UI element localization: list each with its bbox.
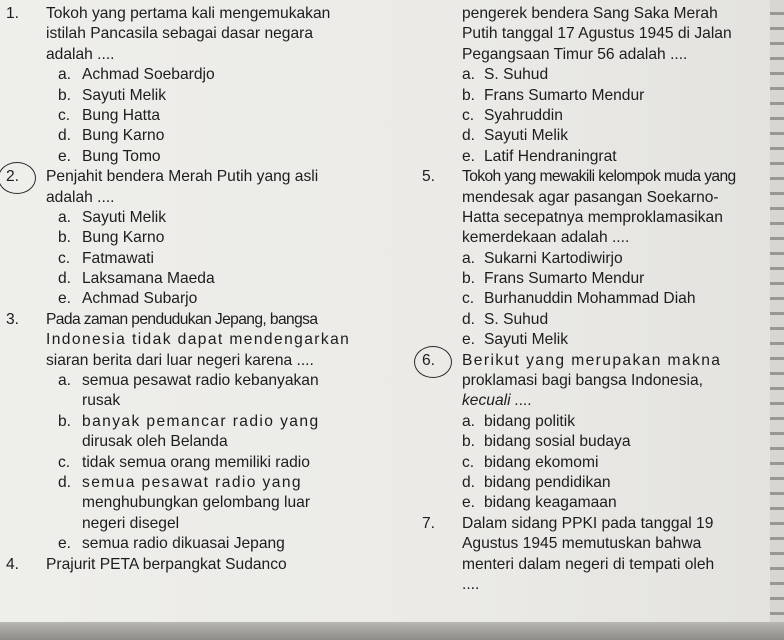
right-line <box>422 147 778 167</box>
right-line <box>422 453 778 473</box>
left-line <box>6 86 384 106</box>
option-letter: e. <box>462 147 476 165</box>
left-line <box>6 188 384 208</box>
question-text: Tokoh yang mewakili kelompok muda yang <box>462 168 736 186</box>
option-letter: d. <box>58 270 72 288</box>
option-text: Laksamana Maeda <box>82 270 215 288</box>
right-line <box>422 45 778 65</box>
left-line <box>6 208 384 228</box>
question-text: menteri dalam negeri di tempati oleh <box>462 555 715 573</box>
question-text: Pegangsaan Timur 56 adalah .... <box>462 45 688 63</box>
left-line <box>6 412 384 432</box>
left-line <box>6 493 384 513</box>
question-text: adalah .... <box>46 45 115 63</box>
question-number: 1. <box>6 5 20 22</box>
option-text-continued: negeri disegel <box>82 514 180 532</box>
option-text: bidang ekomomi <box>484 453 599 471</box>
question-number: 6. <box>422 351 436 369</box>
right-line <box>422 330 778 350</box>
option-text: S. Suhud <box>484 66 549 84</box>
option-letter: a. <box>462 249 476 267</box>
option-letter: a. <box>58 208 72 226</box>
question-text: Hatta secepatnya memproklamasikan <box>462 208 723 226</box>
option-letter: b. <box>462 433 476 451</box>
left-line <box>6 45 384 65</box>
option-text: semua radio dikuasai Jepang <box>82 535 285 553</box>
option-text: Achmad Subarjo <box>82 290 198 308</box>
right-line <box>422 371 778 391</box>
question-text: Agustus 1945 memutuskan bahwa <box>462 535 702 553</box>
option-letter: a. <box>462 412 476 430</box>
right-line <box>422 106 778 126</box>
option-text: S. Suhud <box>484 310 549 328</box>
option-text: bidang sosial budaya <box>484 433 631 451</box>
right-line <box>422 126 778 146</box>
page-bottom-edge <box>0 622 784 640</box>
right-line <box>422 4 778 24</box>
option-letter: c. <box>58 453 71 471</box>
option-text: Syahruddin <box>484 106 563 124</box>
question-number: 4. <box>6 555 20 573</box>
right-line <box>422 167 778 187</box>
question-text: proklamasi bagi bangsa Indonesia, <box>462 372 703 390</box>
question-text: Berikut yang merupakan makna <box>462 351 722 369</box>
option-text: Bung Karno <box>82 127 165 145</box>
left-line <box>6 534 384 554</box>
option-letter: b. <box>462 270 476 288</box>
option-letter: c. <box>58 249 71 267</box>
option-text-continued: rusak <box>82 392 121 410</box>
left-line <box>6 106 384 126</box>
option-text: Frans Sumarto Mendur <box>484 86 645 104</box>
right-line <box>422 555 778 575</box>
question-text: Dalam sidang PPKI pada tanggal 19 <box>462 514 714 532</box>
right-line <box>422 188 778 208</box>
left-line <box>6 126 384 146</box>
option-text: Burhanuddin Mohammad Diah <box>484 290 696 308</box>
left-line <box>6 167 384 187</box>
question-text: .... <box>462 575 480 593</box>
right-line <box>422 65 778 85</box>
option-text: semua pesawat radio kebanyakan <box>82 372 319 390</box>
right-line <box>422 514 778 534</box>
left-line <box>6 473 384 493</box>
right-line <box>422 86 778 106</box>
option-letter: c. <box>462 290 475 308</box>
option-text: banyak pemancar radio yang <box>82 412 320 430</box>
left-line <box>6 4 384 24</box>
option-letter: c. <box>58 106 71 124</box>
option-letter: d. <box>58 473 72 491</box>
right-line <box>422 24 778 44</box>
question-text: pengerek bendera Sang Saka Merah <box>462 5 718 22</box>
question-text: istilah Pancasila sebagai dasar negara <box>46 25 313 43</box>
option-text: Sayuti Melik <box>82 86 167 104</box>
option-letter: b. <box>58 86 72 104</box>
left-line <box>6 147 384 167</box>
question-number: 7. <box>422 514 436 532</box>
option-letter: d. <box>462 127 476 145</box>
left-line <box>6 330 384 350</box>
option-letter: b. <box>462 86 476 104</box>
right-line <box>422 289 778 309</box>
option-text: bidang politik <box>484 412 576 430</box>
option-letter: a. <box>58 66 72 84</box>
right-column <box>422 4 778 595</box>
option-text: Frans Sumarto Mendur <box>484 270 645 288</box>
option-letter: b. <box>58 412 72 430</box>
binding-edge <box>770 0 784 622</box>
left-line <box>6 24 384 44</box>
option-letter: d. <box>58 127 72 145</box>
option-letter: e. <box>462 331 476 349</box>
option-text: Achmad Soebardjo <box>82 66 215 84</box>
option-text: Bung Karno <box>82 229 165 247</box>
left-line <box>6 555 384 575</box>
question-text: siaran berita dari luar negeri karena .... <box>46 351 314 369</box>
right-line <box>422 412 778 432</box>
question-text: Tokoh yang pertama kali mengemukakan <box>46 5 331 22</box>
option-letter: d. <box>462 473 476 491</box>
left-line <box>6 249 384 269</box>
left-line <box>6 310 384 330</box>
option-letter: a. <box>462 66 476 84</box>
right-line <box>422 534 778 554</box>
option-letter: e. <box>58 147 72 165</box>
option-text: tidak semua orang memiliki radio <box>82 453 310 471</box>
option-text-continued: menghubungkan gelombang luar <box>82 494 311 512</box>
option-text: bidang pendidikan <box>484 473 611 491</box>
right-line <box>422 391 778 411</box>
question-text: adalah .... <box>46 188 115 206</box>
left-line <box>6 65 384 85</box>
right-line <box>422 351 778 371</box>
option-letter: e. <box>58 290 72 308</box>
question-text: Pada zaman pendudukan Jepang, bangsa <box>46 310 318 328</box>
right-line <box>422 228 778 248</box>
option-text: Bung Tomo <box>82 147 161 165</box>
question-text: kemerdekaan adalah .... <box>462 229 630 247</box>
left-line <box>6 391 384 411</box>
right-line <box>422 575 778 595</box>
option-text: Sayuti Melik <box>484 127 569 145</box>
option-letter: e. <box>58 535 72 553</box>
option-text: Sayuti Melik <box>484 331 569 349</box>
left-column <box>6 4 384 575</box>
option-letter: a. <box>58 372 72 390</box>
left-line <box>6 453 384 473</box>
left-line <box>6 432 384 452</box>
question-number: 3. <box>6 310 20 328</box>
left-line <box>6 228 384 248</box>
question-text: mendesak agar pasangan Soekarno- <box>462 188 719 206</box>
option-letter: b. <box>58 229 72 247</box>
left-line <box>6 269 384 289</box>
right-line <box>422 269 778 289</box>
question-number: 5. <box>422 168 436 186</box>
left-line <box>6 289 384 309</box>
option-letter: c. <box>462 453 475 471</box>
right-line <box>422 432 778 452</box>
question-number: 2. <box>6 168 20 186</box>
option-text: bidang keagamaan <box>484 494 617 512</box>
right-line <box>422 310 778 330</box>
option-text: Bung Hatta <box>82 106 161 124</box>
left-line <box>6 351 384 371</box>
option-text: Sayuti Melik <box>82 208 167 226</box>
right-line <box>422 208 778 228</box>
question-text: Penjahit bendera Merah Putih yang asli <box>46 168 319 186</box>
option-letter: d. <box>462 310 476 328</box>
option-text: semua pesawat radio yang <box>82 473 302 491</box>
option-text: Latif Hendraningrat <box>484 147 617 165</box>
option-letter: c. <box>462 106 475 124</box>
option-text: Fatmawati <box>82 249 154 267</box>
question-text: kecuali .... <box>462 392 533 410</box>
question-text: Prajurit PETA berpangkat Sudanco <box>46 555 287 573</box>
right-line <box>422 249 778 269</box>
right-line <box>422 473 778 493</box>
left-line <box>6 371 384 391</box>
option-text-continued: dirusak oleh Belanda <box>82 433 228 451</box>
option-letter: e. <box>462 494 476 512</box>
option-text: Sukarni Kartodiwirjo <box>484 249 623 267</box>
left-line <box>6 514 384 534</box>
question-text: Putih tanggal 17 Agustus 1945 di Jalan <box>462 25 732 43</box>
right-line <box>422 493 778 513</box>
question-text: Indonesia tidak dapat mendengarkan <box>46 331 351 349</box>
